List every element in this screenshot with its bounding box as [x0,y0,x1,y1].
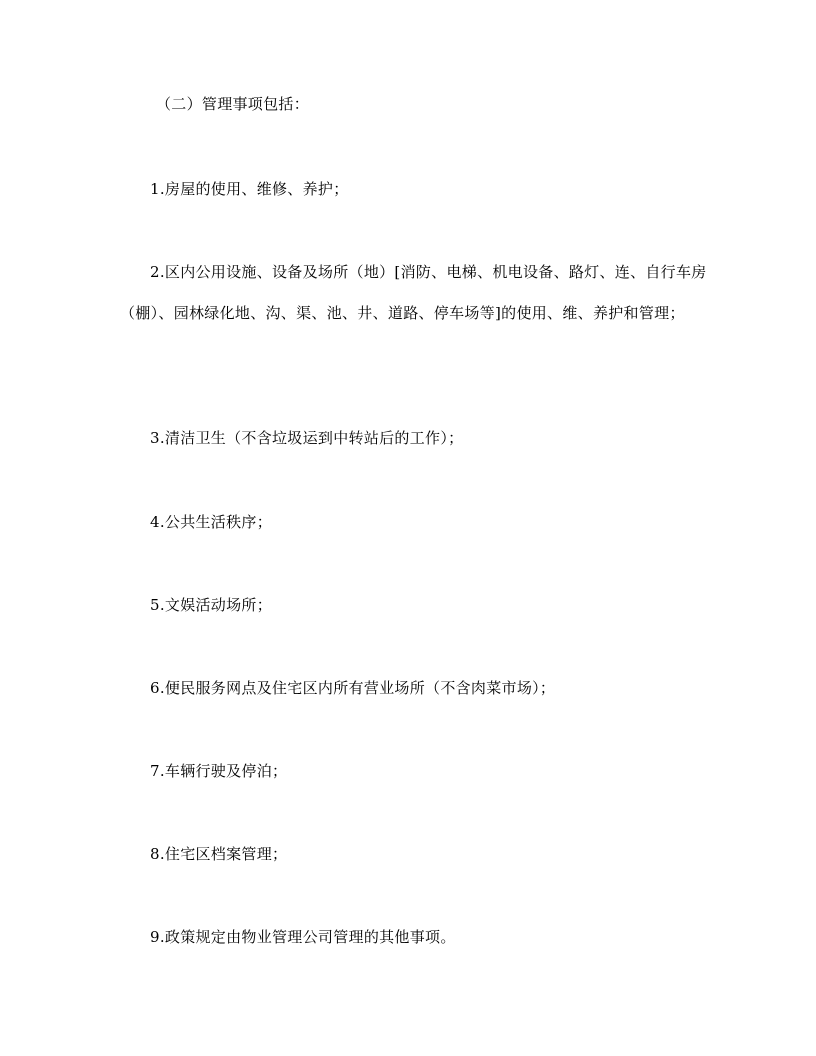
list-item-8: 8.住宅区档案管理； [150,845,288,863]
list-item-3: 3.清洁卫生（不含垃圾运到中转站后的工作）； [150,429,464,447]
list-item-1: 1.房屋的使用、维修、养护； [150,180,349,198]
list-item-2: 2.区内公用设施、设备及场所（地）[消防、电梯、机电设备、路灯、连、自行车房（棚）、园林绿化地、沟、渠、池、井、道路、停车场等]的使用、维、养护和管理； [120,263,707,322]
list-item-5: 5.文娱活动场所； [150,596,273,614]
section-heading: （二）管理事项包括： [156,95,310,113]
list-item-4: 4.公共生活秩序； [150,513,273,531]
list-item-7: 7.车辆行驶及停泊； [150,762,288,780]
list-item-6: 6.便民服务网点及住宅区内所有营业场所（不含肉菜市场）； [150,679,556,697]
list-item-9: 9.政策规定由物业管理公司管理的其他事项。 [150,928,456,946]
